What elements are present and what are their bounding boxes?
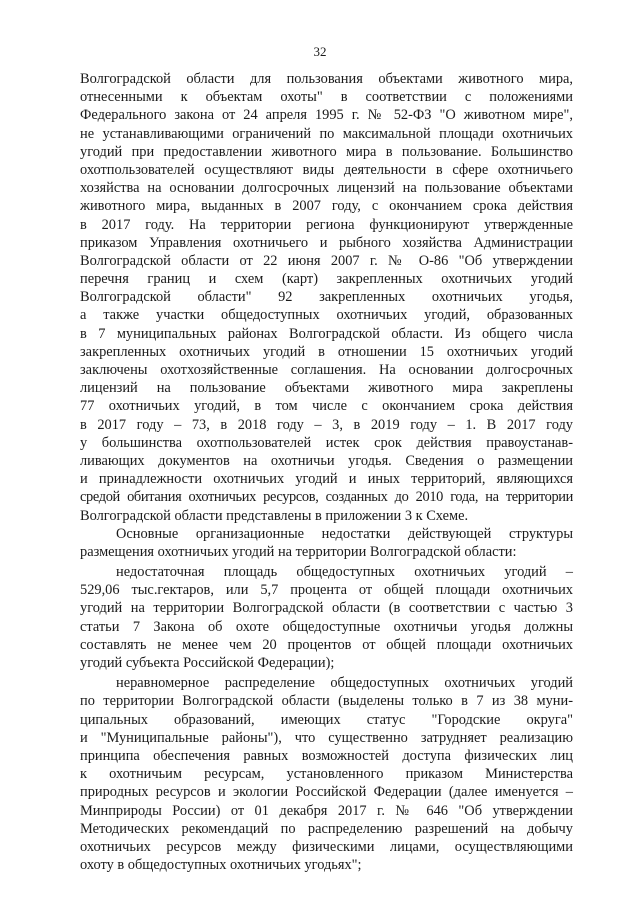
text-line: угодий на территории Волгоградской области (в соответствии с частью 3 bbox=[80, 600, 573, 617]
text-line: неравномерное распределение общедоступных охотничьих угодий bbox=[116, 675, 573, 692]
text-line: Основные организационные недостатки действующей структуры bbox=[116, 525, 573, 542]
text-line: Методических рекомендаций по распределению разрешений на добычу bbox=[80, 820, 573, 837]
text-line: Волгоградской области для пользования объектами животного мира, bbox=[80, 71, 573, 87]
text-line: в 2017 году – 73, в 2018 году – 3, в 2019 году – 1. В 2017 году bbox=[80, 416, 573, 433]
text-line: размещения охотничьих угодий на территории Волгоградской области: bbox=[80, 543, 517, 560]
text-line: закрепленных охотничьих угодий в отношении 15 охотничьих угодий bbox=[80, 343, 573, 360]
text-line: Волгоградской области представлены в приложении 3 к Схеме. bbox=[80, 507, 469, 524]
text-line: угодий субъекта Российской Федерации); bbox=[80, 655, 335, 671]
text-line: животного мира, выданных в 2007 году, с окончанием срока действия bbox=[80, 198, 573, 215]
text-line: принципа обеспечения равных возможностей доступа физических лиц bbox=[80, 747, 573, 764]
text-line: угодий при предоставлении животного мира в пользование. Большинство bbox=[80, 143, 573, 160]
text-line: и принадлежности охотничьих угодий и иных территорий, являющихся bbox=[80, 471, 573, 488]
text-line: составлять не менее чем 20 процентов от общей площади охотничьих bbox=[80, 636, 573, 653]
text-line: 77 охотничьих угодий, в том числе с окончанием срока действия bbox=[80, 398, 573, 415]
text-line: приказом Управления охотничьего и рыбного хозяйства Администрации bbox=[80, 234, 573, 251]
text-line: и "Муниципальные районы"), что существенно затрудняет реализацию bbox=[80, 729, 573, 746]
text-line: Минприроды России) от 01 декабря 2017 г. № 646 "Об утверждении bbox=[80, 802, 573, 819]
text-line: не устанавливающими ограничений по максимальной площади охотничьих bbox=[80, 125, 573, 142]
body-text bbox=[80, 70, 573, 874]
text-line: у большинства охотпользователей истек срок действия правоустанав- bbox=[80, 434, 573, 451]
text-line: заключены охотхозяйственные соглашения. На основании долгосрочных bbox=[80, 362, 573, 378]
text-line: Волгоградской области" 92 закрепленных охотничьих угодья, bbox=[80, 289, 573, 306]
text-line: в 7 муниципальных районах Волгоградской области. Из общего числа bbox=[80, 325, 573, 342]
text-line: лицензий на пользование объектами животного мира закреплены bbox=[80, 380, 573, 397]
text-line: средой обитания охотничьих ресурсов, созданных до 2010 года, на территории bbox=[80, 489, 573, 506]
text-line: хозяйства на основании долгосрочных лицензий на пользование объектами bbox=[80, 180, 573, 197]
text-line: статьи 7 Закона об охоте общедоступные охотничьи угодья должны bbox=[80, 618, 573, 635]
page-number: 32 bbox=[313, 44, 327, 59]
text-line: в 2017 году. На территории региона функционируют утвержденные bbox=[80, 216, 573, 233]
text-line: к охотничьим ресурсам, установленного приказом Министерства bbox=[80, 766, 573, 783]
text-line: природных ресурсов и экологии Российской Федерации (далее именуется – bbox=[80, 784, 573, 801]
text-line: перечня границ и схем (карт) закрепленных охотничьих угодий bbox=[80, 271, 573, 288]
text-line: Волгоградской области от 22 июня 2007 г. № О-86 "Об утверждении bbox=[80, 252, 573, 269]
text-line: ципальных образований, имеющих статус "Городские округа" bbox=[80, 711, 573, 728]
text-line: ливающих документов на охотничьи угодья. Сведения о размещении bbox=[80, 452, 573, 469]
text-line: Федерального закона от 24 апреля 1995 г. № 52-ФЗ "О животном мире", bbox=[80, 107, 573, 124]
text-line: охотничьих ресурсов между физическими лицами, осуществляющими bbox=[80, 838, 573, 855]
text-line: охоту в общедоступных охотничьих угодьях"; bbox=[80, 857, 362, 874]
text-line: а также участки общедоступных охотничьих угодий, образованных bbox=[80, 307, 573, 324]
text-line: 529,06 тыс.гектаров, или 5,7 процента от общей площади охотничьих bbox=[80, 582, 573, 599]
text-line: отнесенными к объектам охоты" в соответствии с положениями bbox=[80, 89, 573, 106]
text-line: по территории Волгоградской области (выделены только в 7 из 38 муни- bbox=[80, 693, 573, 710]
text-line: охотпользователей осуществляют виды деятельности в сфере охотничьего bbox=[80, 161, 573, 178]
text-line: недостаточная площадь общедоступных охотничьих угодий – bbox=[116, 564, 573, 581]
